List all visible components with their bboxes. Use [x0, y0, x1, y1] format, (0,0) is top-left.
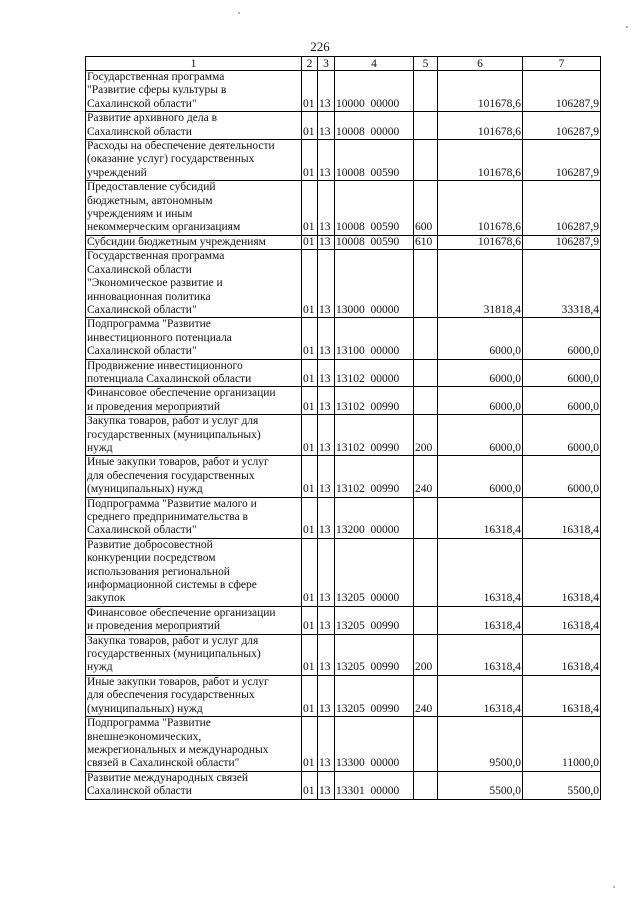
- header-col-4: 4: [335, 57, 414, 71]
- table-row: [86, 415, 601, 456]
- row-name: Развитие международных связей Сахалинской области: [86, 771, 302, 799]
- row-section: 01: [302, 538, 318, 606]
- row-amount-year1: 101678,6: [438, 181, 523, 236]
- row-amount-year2: 106287,9: [523, 140, 601, 181]
- row-name: Подпрограмма "Развитие инвестиционного потенциала Сахалинской области": [86, 318, 302, 359]
- row-expense-type: [414, 112, 438, 140]
- row-amount-year1: 6000,0: [438, 456, 523, 497]
- row-amount-year1: 9500,0: [438, 717, 523, 772]
- row-amount-year1: 16318,4: [438, 675, 523, 716]
- row-subsection: 13: [318, 140, 335, 181]
- row-name: Подпрограмма "Развитие малого и среднего предпринимательства в Сахалинской области": [86, 497, 302, 538]
- row-subsection: 13: [318, 675, 335, 716]
- table-header-row: [86, 57, 601, 71]
- row-amount-year2: 16318,4: [523, 634, 601, 675]
- row-section: 01: [302, 359, 318, 387]
- row-expense-type: 240: [414, 456, 438, 497]
- row-amount-year1: 101678,6: [438, 140, 523, 181]
- row-amount-year1: 5500,0: [438, 771, 523, 799]
- row-amount-year1: 101678,6: [438, 235, 523, 249]
- row-name: Государственная программа Сахалинской области "Экономическое развитие и инновационная политика Сахалинской области": [86, 250, 302, 318]
- row-expense-type: 600: [414, 181, 438, 236]
- row-amount-year1: 16318,4: [438, 606, 523, 634]
- table-row: [86, 717, 601, 772]
- row-name: Государственная программа "Развитие сферы культуры в Сахалинской области": [86, 71, 302, 112]
- scan-speck: [613, 886, 615, 888]
- row-name: Расходы на обеспечение деятельности (оказание услуг) государственных учреждений: [86, 140, 302, 181]
- row-subsection: 13: [318, 606, 335, 634]
- row-amount-year2: 6000,0: [523, 415, 601, 456]
- row-section: 01: [302, 771, 318, 799]
- row-section: 01: [302, 71, 318, 112]
- header-col-7: 7: [523, 57, 601, 71]
- header-col-6: 6: [438, 57, 523, 71]
- row-amount-year2: 16318,4: [523, 606, 601, 634]
- row-amount-year2: 106287,9: [523, 112, 601, 140]
- row-subsection: 13: [318, 112, 335, 140]
- header-col-3: 3: [318, 57, 335, 71]
- row-target-code: 13205 00000: [335, 538, 414, 606]
- table-row: [86, 235, 601, 249]
- row-target-code: 13205 00990: [335, 606, 414, 634]
- row-amount-year2: 106287,9: [523, 71, 601, 112]
- row-name: Закупка товаров, работ и услуг для государственных (муниципальных) нужд: [86, 634, 302, 675]
- row-subsection: 13: [318, 456, 335, 497]
- row-target-code: 13102 00990: [335, 415, 414, 456]
- row-section: 01: [302, 387, 318, 415]
- row-amount-year2: 6000,0: [523, 387, 601, 415]
- header-col-2: 2: [302, 57, 318, 71]
- scan-speck: [238, 12, 240, 14]
- row-amount-year2: 16318,4: [523, 675, 601, 716]
- row-amount-year1: 16318,4: [438, 634, 523, 675]
- row-subsection: 13: [318, 634, 335, 675]
- row-section: 01: [302, 318, 318, 359]
- row-name: Продвижение инвестиционного потенциала Сахалинской области: [86, 359, 302, 387]
- row-amount-year1: 31818,4: [438, 250, 523, 318]
- table-row: [86, 538, 601, 606]
- row-amount-year1: 6000,0: [438, 318, 523, 359]
- row-subsection: 13: [318, 318, 335, 359]
- row-amount-year1: 101678,6: [438, 112, 523, 140]
- table-row: [86, 675, 601, 716]
- row-section: 01: [302, 250, 318, 318]
- row-amount-year2: 5500,0: [523, 771, 601, 799]
- row-subsection: 13: [318, 181, 335, 236]
- row-target-code: 13205 00990: [335, 634, 414, 675]
- row-section: 01: [302, 456, 318, 497]
- row-section: 01: [302, 717, 318, 772]
- row-name: Субсидии бюджетным учреждениям: [86, 235, 302, 249]
- row-section: 01: [302, 181, 318, 236]
- row-target-code: 10008 00590: [335, 235, 414, 249]
- row-target-code: 13102 00000: [335, 359, 414, 387]
- row-target-code: 13301 00000: [335, 771, 414, 799]
- row-target-code: 13100 00000: [335, 318, 414, 359]
- row-expense-type: [414, 771, 438, 799]
- row-subsection: 13: [318, 771, 335, 799]
- row-amount-year1: 16318,4: [438, 497, 523, 538]
- row-section: 01: [302, 140, 318, 181]
- row-section: 01: [302, 634, 318, 675]
- row-expense-type: 610: [414, 235, 438, 249]
- table-row: [86, 181, 601, 236]
- row-name: Финансовое обеспечение организации и проведения мероприятий: [86, 606, 302, 634]
- row-section: 01: [302, 675, 318, 716]
- row-expense-type: [414, 387, 438, 415]
- table-row: [86, 497, 601, 538]
- table-row: [86, 456, 601, 497]
- row-subsection: 13: [318, 538, 335, 606]
- row-amount-year1: 101678,6: [438, 71, 523, 112]
- row-amount-year2: 106287,9: [523, 181, 601, 236]
- row-amount-year2: 6000,0: [523, 359, 601, 387]
- row-target-code: 10008 00000: [335, 112, 414, 140]
- table-row: [86, 71, 601, 112]
- row-amount-year2: 33318,4: [523, 250, 601, 318]
- row-section: 01: [302, 235, 318, 249]
- row-target-code: 13200 00000: [335, 497, 414, 538]
- row-subsection: 13: [318, 717, 335, 772]
- row-name: Развитие архивного дела в Сахалинской области: [86, 112, 302, 140]
- row-target-code: 13102 00990: [335, 456, 414, 497]
- row-expense-type: [414, 140, 438, 181]
- header-col-5: 5: [414, 57, 438, 71]
- page-number: 226: [310, 39, 330, 54]
- row-section: 01: [302, 112, 318, 140]
- row-name: Предоставление субсидий бюджетным, автономным учреждениям и иным некоммерческим организациям: [86, 181, 302, 236]
- row-target-code: 13300 00000: [335, 717, 414, 772]
- row-expense-type: [414, 71, 438, 112]
- row-target-code: 10008 00590: [335, 181, 414, 236]
- row-subsection: 13: [318, 359, 335, 387]
- row-expense-type: 200: [414, 415, 438, 456]
- header-col-1: 1: [86, 57, 302, 71]
- row-name: Иные закупки товаров, работ и услуг для обеспечения государственных (муниципальных) нужд: [86, 675, 302, 716]
- row-amount-year1: 6000,0: [438, 387, 523, 415]
- row-amount-year1: 6000,0: [438, 359, 523, 387]
- row-section: 01: [302, 606, 318, 634]
- table-row: [86, 606, 601, 634]
- scan-speck: [626, 26, 628, 28]
- row-amount-year2: 106287,9: [523, 235, 601, 249]
- table-row: [86, 359, 601, 387]
- row-expense-type: [414, 606, 438, 634]
- row-target-code: 10008 00590: [335, 140, 414, 181]
- budget-table: [85, 56, 601, 800]
- table-row: [86, 250, 601, 318]
- table-row: [86, 771, 601, 799]
- row-name: Развитие добросовестной конкуренции посредством использования региональной информационной системы в сфере закупок: [86, 538, 302, 606]
- row-subsection: 13: [318, 71, 335, 112]
- row-expense-type: 200: [414, 634, 438, 675]
- row-expense-type: 240: [414, 675, 438, 716]
- row-amount-year1: 16318,4: [438, 538, 523, 606]
- row-name: Подпрограмма "Развитие внешнеэкономических, межрегиональных и международных связей в Сахалинской области": [86, 717, 302, 772]
- row-amount-year2: 6000,0: [523, 456, 601, 497]
- row-name: Закупка товаров, работ и услуг для государственных (муниципальных) нужд: [86, 415, 302, 456]
- row-subsection: 13: [318, 415, 335, 456]
- row-expense-type: [414, 717, 438, 772]
- row-amount-year2: 11000,0: [523, 717, 601, 772]
- row-section: 01: [302, 497, 318, 538]
- row-target-code: 13000 00000: [335, 250, 414, 318]
- row-subsection: 13: [318, 250, 335, 318]
- table-row: [86, 634, 601, 675]
- row-expense-type: [414, 538, 438, 606]
- table-row: [86, 112, 601, 140]
- row-section: 01: [302, 415, 318, 456]
- row-expense-type: [414, 359, 438, 387]
- row-name: Иные закупки товаров, работ и услуг для обеспечения государственных (муниципальных) нужд: [86, 456, 302, 497]
- table-row: [86, 387, 601, 415]
- row-expense-type: [414, 497, 438, 538]
- row-subsection: 13: [318, 235, 335, 249]
- table-row: [86, 318, 601, 359]
- row-subsection: 13: [318, 387, 335, 415]
- row-expense-type: [414, 250, 438, 318]
- row-amount-year2: 16318,4: [523, 497, 601, 538]
- row-amount-year1: 6000,0: [438, 415, 523, 456]
- row-expense-type: [414, 318, 438, 359]
- row-target-code: 10000 00000: [335, 71, 414, 112]
- row-target-code: 13205 00990: [335, 675, 414, 716]
- row-amount-year2: 6000,0: [523, 318, 601, 359]
- row-amount-year2: 16318,4: [523, 538, 601, 606]
- row-name: Финансовое обеспечение организации и проведения мероприятий: [86, 387, 302, 415]
- row-subsection: 13: [318, 497, 335, 538]
- row-target-code: 13102 00990: [335, 387, 414, 415]
- table-row: [86, 140, 601, 181]
